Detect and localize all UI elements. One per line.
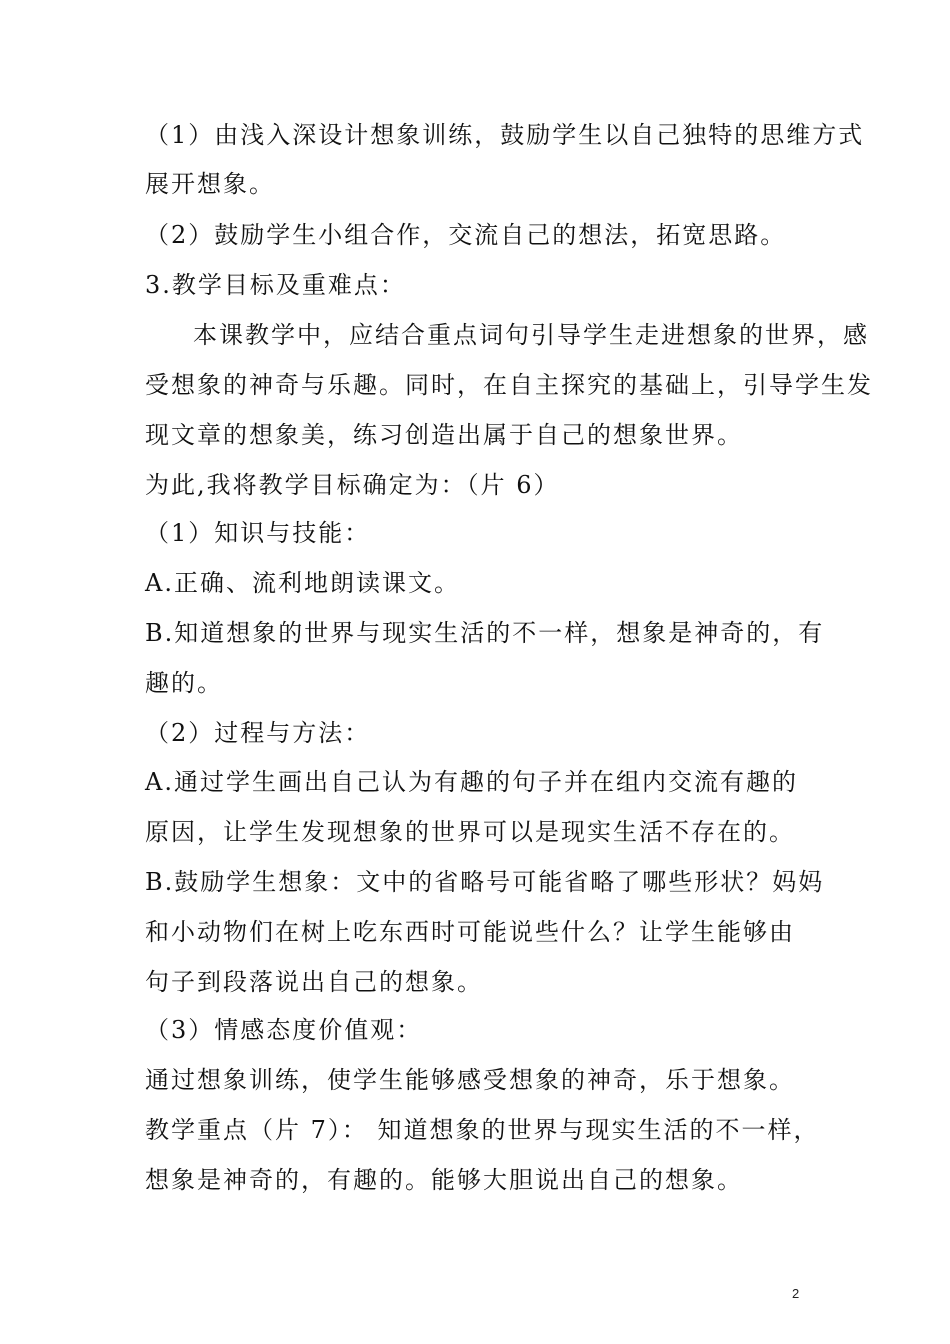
text-line: 和小动物们在树上吃东西时可能说些什么？让学生能够由: [145, 918, 795, 946]
text-line: 教学重点（片 7）： 知道想象的世界与现实生活的不一样，: [145, 1116, 820, 1144]
text-line: 现文章的想象美，练习创造出属于自己的想象世界。: [145, 421, 743, 449]
text-line: 本课教学中，应结合重点词句引导学生走进想象的世界，感: [193, 321, 869, 349]
page-number: 2: [792, 1286, 800, 1301]
text-line: A.正确、流利地朗读课文。: [145, 569, 460, 597]
text-line: 趣的。: [145, 669, 223, 697]
text-line: （1）由浅入深设计想象训练，鼓励学生以自己独特的思维方式: [145, 121, 865, 149]
subheading: （2）过程与方法：: [145, 719, 371, 747]
text-line: 展开想象。: [145, 170, 275, 198]
text-line: 原因，让学生发现想象的世界可以是现实生活不存在的。: [145, 818, 795, 846]
text-line: 句子到段落说出自己的想象。: [145, 968, 483, 996]
text-line: B.知道想象的世界与现实生活的不一样，想象是神奇的，有: [145, 619, 825, 647]
subheading: （3）情感态度价值观：: [145, 1016, 423, 1044]
text-line: 通过想象训练，使学生能够感受想象的神奇，乐于想象。: [145, 1066, 795, 1094]
text-line: A.通过学生画出自己认为有趣的句子并在组内交流有趣的: [145, 768, 798, 796]
text-line: B.鼓励学生想象：文中的省略号可能省略了哪些形状？妈妈: [145, 868, 825, 896]
text-line: 受想象的神奇与乐趣。同时，在自主探究的基础上，引导学生发: [145, 371, 873, 399]
section-heading: 3.教学目标及重难点：: [145, 271, 406, 299]
text-line: 为此,我将教学目标确定为：（片 6）: [145, 471, 560, 499]
text-line: 想象是神奇的，有趣的。能够大胆说出自己的想象。: [145, 1166, 743, 1194]
text-line: （2）鼓励学生小组合作，交流自己的想法，拓宽思路。: [145, 221, 787, 249]
subheading: （1）知识与技能：: [145, 519, 371, 547]
